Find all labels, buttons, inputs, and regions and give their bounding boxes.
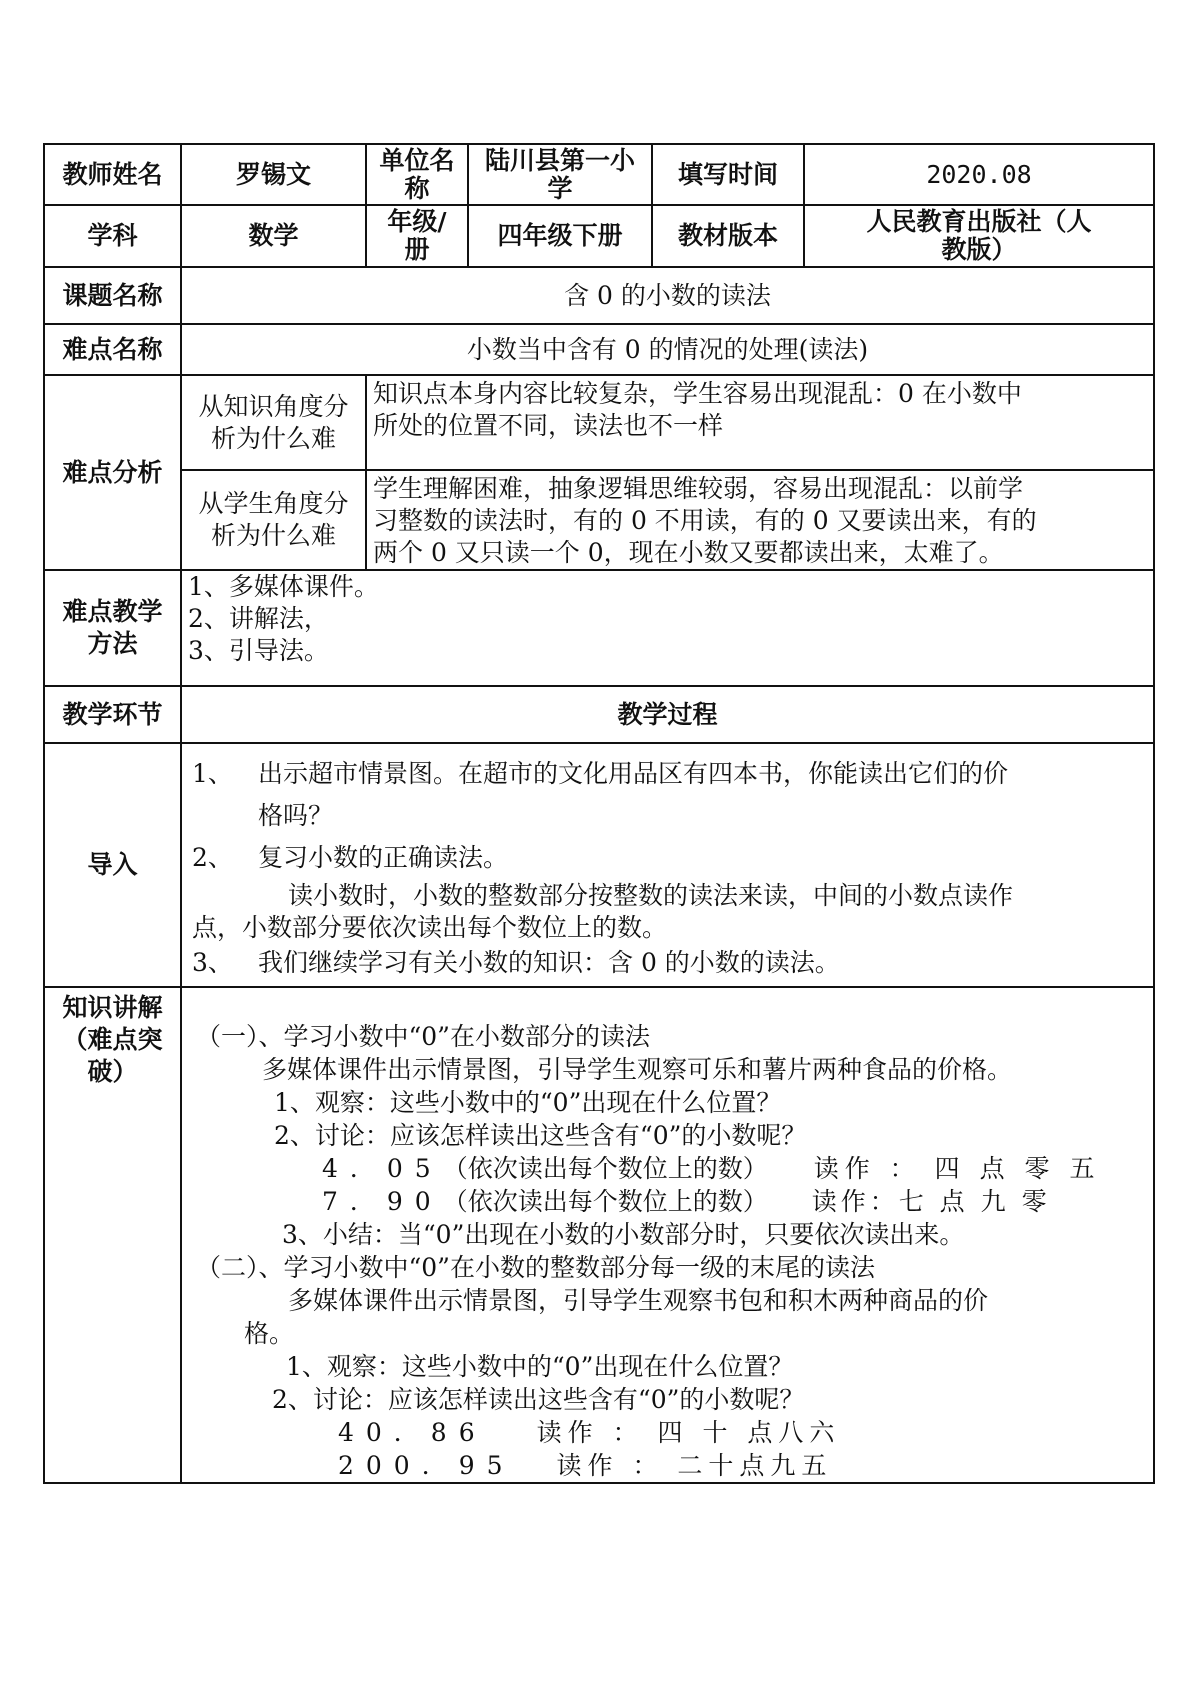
subject-label: 学科: [44, 205, 181, 267]
intro-row: [44, 743, 1154, 987]
analysis-label: 难点分析: [44, 375, 181, 570]
unit-name-value: 陆川县第一小 学: [468, 144, 652, 205]
intro-content: 1、 出示超市情景图。在超市的文化用品区有四本书，你能读出它们的价 格吗？ 2、 复习小数的正确读法。 读小数时，小数的整数部分按整数的读法来读，中间的小数点读作 点，小数部分要依次读出每个数位上的数。 3、 我们继续学习有关小数的知识：含 0 的小数的读法。: [181, 743, 1154, 987]
edition-label: 教材版本: [652, 205, 804, 267]
difficulty-row: [44, 324, 1154, 375]
fill-date-value: 2020.08: [804, 144, 1154, 205]
topic-value: 含 0 的小数的读法: [181, 267, 1154, 324]
student-angle-text: 学生理解困难，抽象逻辑思维较弱，容易出现混乱：以前学 习整数的读法时，有的 0 不用读，有的 0 又要读出来，有的 两个 0 又只读一个 0，现在小数又要都读出来，太难了。: [366, 470, 1154, 570]
teacher-name-value: 罗锡文: [181, 144, 366, 205]
difficulty-label: 难点名称: [44, 324, 181, 375]
edition-value: 人民教育出版社（人 教版）: [804, 205, 1154, 267]
knowledge-row: [44, 987, 1154, 1483]
process-title: 教学过程: [181, 686, 1154, 743]
teacher-name-label: 教师姓名: [44, 144, 181, 205]
list-item: 2、讲解法，: [188, 604, 329, 633]
student-angle-label: 从学生角度分 析为什么难: [181, 470, 366, 570]
header-row-1: [44, 144, 1154, 205]
method-list: [181, 570, 1154, 686]
grade-value: 四年级下册: [468, 205, 652, 267]
knowledge-label: 知识讲解 （难点突 破）: [44, 987, 181, 1483]
subject-value: 数学: [181, 205, 366, 267]
analysis-student-row: [44, 470, 1154, 570]
method-row: [44, 570, 1154, 686]
list-item: 1、多媒体课件。: [188, 572, 379, 601]
lesson-plan-table: [43, 143, 1155, 1484]
list-item: 3、引导法。: [188, 636, 329, 665]
process-stage-label: 教学环节: [44, 686, 181, 743]
topic-row: [44, 267, 1154, 324]
intro-label: 导入: [44, 743, 181, 987]
topic-label: 课题名称: [44, 267, 181, 324]
difficulty-value: 小数当中含有 0 的情况的处理(读法): [181, 324, 1154, 375]
knowledge-content: （一）、学习小数中“0”在小数部分的读法 多媒体课件出示情景图，引导学生观察可乐和薯片两种食品的价格。 1、观察：这些小数中的“0”出现在什么位置？ 2、讨论：应该怎样读出这些含有“0”的小数呢？ 4．05（依次读出每个数位上的数） 读作 ： 四 点 零 五 7．90（依次读出每个数位上的数） 读作：七 点 九 零 3、小结：当“0”出现在小数的小数部分时，只要依次读出来。 （二）、学习小数中“0”在小数的整数部分每一级的末尾的读法 多媒体课件出示情景图，引导学生观察书包和积木两种商品的价 格。 1、观察：这些小数中的“0”出现在什么位置？ 2、讨论：应该怎样读出这些含有“0”的小数呢？ 40．86 读作 ： 四 十 点八六 200．95 读作 ： 二十点九五: [181, 987, 1154, 1483]
knowledge-angle-text: 知识点本身内容比较复杂，学生容易出现混乱：0 在小数中 所处的位置不同，读法也不一样: [366, 375, 1154, 470]
unit-name-label: 单位名 称: [366, 144, 468, 205]
analysis-knowledge-row: [44, 375, 1154, 470]
knowledge-angle-label: 从知识角度分 析为什么难: [181, 375, 366, 470]
header-row-2: [44, 205, 1154, 267]
process-header-row: [44, 686, 1154, 743]
fill-date-label: 填写时间: [652, 144, 804, 205]
method-label: 难点教学 方法: [44, 570, 181, 686]
grade-label: 年级/ 册: [366, 205, 468, 267]
